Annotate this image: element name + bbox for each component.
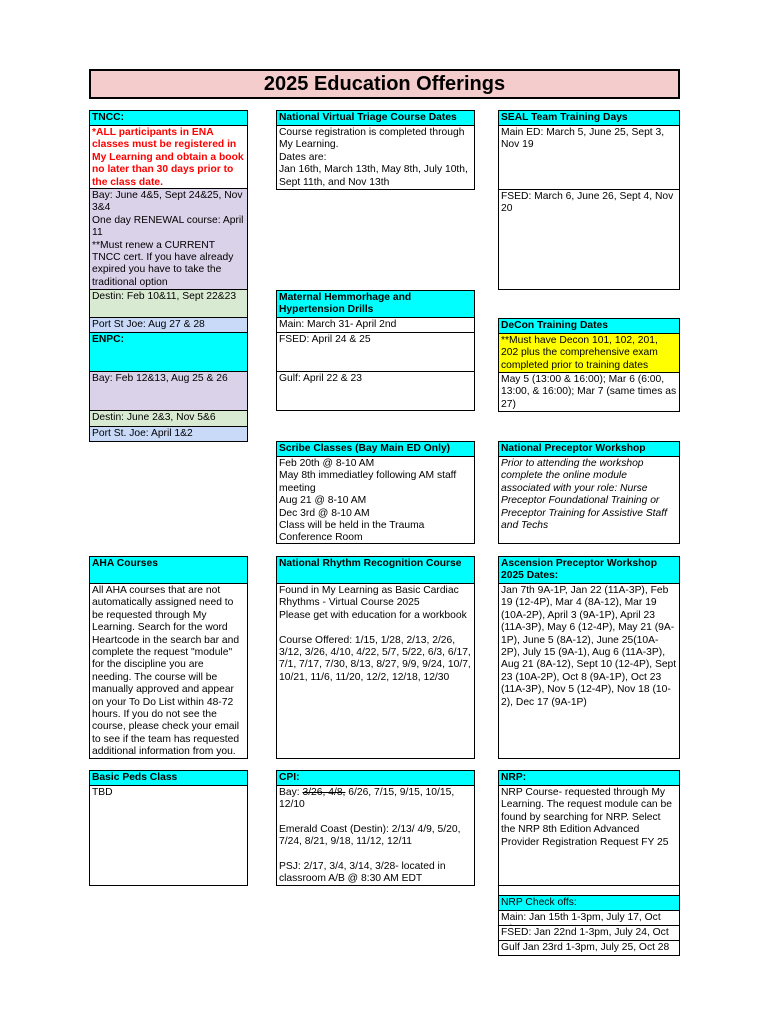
ascension-preceptor-header: Ascension Preceptor Workshop 2025 Dates:: [498, 556, 680, 584]
rhythm-header: National Rhythm Recognition Course: [276, 556, 475, 584]
enpc-destin-dates: Destin: June 2&3, Nov 5&6: [89, 410, 248, 427]
nrp-checkoffs-header: NRP Check offs:: [498, 895, 680, 911]
seal-team-header: SEAL Team Training Days: [498, 110, 680, 126]
cpi-header: CPI:: [276, 770, 475, 786]
preceptor-workshop-body: Prior to attending the workshop complete the online module associated with your role: Nurse Preceptor Foundational Training or Preceptor Training for Assistive Staff and Techs: [498, 456, 680, 544]
cpi-body: [276, 785, 475, 886]
scribe-body: Feb 20th @ 8-10 AM May 8th immediatley following AM staff meeting Aug 21 @ 8-10 AM Dec 3rd @ 8-10 AM Class will be held in the Trauma Conference Room: [276, 456, 475, 544]
tncc-port-st-joe-dates: Port St Joe: Aug 27 & 28: [89, 317, 248, 333]
preceptor-workshop-header: National Preceptor Workshop: [498, 441, 680, 457]
tncc-destin-dates: Destin: Feb 10&11, Sept 22&23: [89, 289, 248, 318]
nrp-body: NRP Course- requested through My Learning. The request module can be found by searching for NRP. Select the NRP 8th Edition Advanced Provider Registration Request FY 25: [498, 785, 680, 886]
enpc-header: ENPC:: [89, 332, 248, 372]
nrp-checkoffs-gulf: Gulf Jan 23rd 1-3pm, July 25, Oct 28: [498, 940, 680, 956]
enpc-port-st-joe-dates: Port St. Joe: April 1&2: [89, 426, 248, 442]
nrp-checkoffs-fsed: FSED: Jan 22nd 1-3pm, July 24, Oct: [498, 925, 680, 941]
virtual-triage-header: National Virtual Triage Course Dates: [276, 110, 475, 126]
nrp-checkoffs-main: Main: Jan 15th 1-3pm, July 17, Oct: [498, 910, 680, 926]
basic-peds-body: TBD: [89, 785, 248, 886]
rhythm-body: Found in My Learning as Basic Cardiac Rhythms - Virtual Course 2025 Please get with education for a workbook Course Offered: 1/15, 1/28, 2/13, 2/26, 3/12, 3/26, 4/10, 4/22, 5/7, 5/22, 6/3, 6/17, 7/1, 7/17, 7/30, 8/13, 8/27, 9/9, 9/24, 10/7, 10/21, 11/6, 11/20, 12/2, 12/18, 12/30: [276, 583, 475, 759]
cpi-bay-cancelled-dates: 3/26, 4/8,: [302, 787, 346, 798]
page-title: 2025 Education Offerings: [89, 69, 680, 99]
maternal-fsed-dates: FSED: April 24 & 25: [276, 332, 475, 372]
virtual-triage-body: Course registration is completed through My Learning. Dates are: Jan 16th, March 13th, May 8th, July 10th, Sept 11th, and Nov 13th: [276, 125, 475, 190]
decon-header: DeCon Training Dates: [498, 318, 680, 334]
scribe-header: Scribe Classes (Bay Main ED Only): [276, 441, 475, 457]
nrp-header: NRP:: [498, 770, 680, 786]
tncc-header: TNCC:: [89, 110, 248, 126]
cpi-psj-dates: PSJ: 2/17, 3/4, 3/14, 3/28- located in classroom A/B @ 8:30 AM EDT: [279, 860, 446, 885]
tncc-registration-note: *ALL participants in ENA classes must be registered in My Learning and obtain a book no later than 30 days prior to the class date.: [89, 125, 248, 189]
aha-body: All AHA courses that are not automatically assigned need to be requested through My Learning. Search for the word Heartcode in the search bar and complete the request "module" for the discipline you are needing. The course will be manually approved and appear on your To Do List within 48-72 hours. If you do not see the course, please check your email to see if the team has requested additional information from you.: [89, 583, 248, 759]
maternal-gulf-dates: Gulf: April 22 & 23: [276, 371, 475, 411]
cpi-bay-dates: Bay: 3/26, 4/8, 6/26, 7/15, 9/15, 10/15, 12/10: [279, 787, 455, 811]
decon-requirement-note: **Must have Decon 101, 102, 201, 202 plus the comprehensive exam completed prior to training dates: [498, 333, 680, 373]
aha-header: AHA Courses: [89, 556, 248, 584]
maternal-main-dates: Main: March 31- April 2nd: [276, 317, 475, 333]
seal-team-main-ed: Main ED: March 5, June 25, Sept 3, Nov 19: [498, 125, 680, 190]
basic-peds-header: Basic Peds Class: [89, 770, 248, 786]
ascension-preceptor-body: Jan 7th 9A-1P, Jan 22 (11A-3P), Feb 19 (12-4P), Mar 4 (8A-12), Mar 19 (10A-2P), April 3 (9A-1P), April 23 (11A-3P), May 6 (12-4P), May 21 (9A-1P), June 5 (8A-12), June 25(10A-2P), July 15 (9A-1), Aug 6 (11A-3P), Aug 21 (8A-12), Sept 10 (12-4P), Sept 23 (10A-2P), Oct 8 (9A-1P), Oct 23 (11A-3P), Nov 5 (12-4P), Nov 18 (10-2), Dec 17 (9A-1P): [498, 583, 680, 759]
cpi-emerald-coast-dates: Emerald Coast (Destin): 2/13/ 4/9, 5/20, 7/24, 8/21, 9/18, 11/12, 12/11: [279, 823, 461, 848]
maternal-header: Maternal Hemmorhage and Hypertension Drills: [276, 290, 475, 318]
seal-team-fsed: FSED: March 6, June 26, Sept 4, Nov 20: [498, 189, 680, 290]
decon-dates: May 5 (13:00 & 16:00); Mar 6 (6:00, 13:00, & 16:00); Mar 7 (same times as 27): [498, 372, 680, 412]
tncc-bay-dates: Bay: June 4&5, Sept 24&25, Nov 3&4 One day RENEWAL course: April 11 **Must renew a CURRENT TNCC cert. If you have already expired you have to take the traditional option: [89, 188, 248, 290]
enpc-bay-dates: Bay: Feb 12&13, Aug 25 & 26: [89, 371, 248, 411]
